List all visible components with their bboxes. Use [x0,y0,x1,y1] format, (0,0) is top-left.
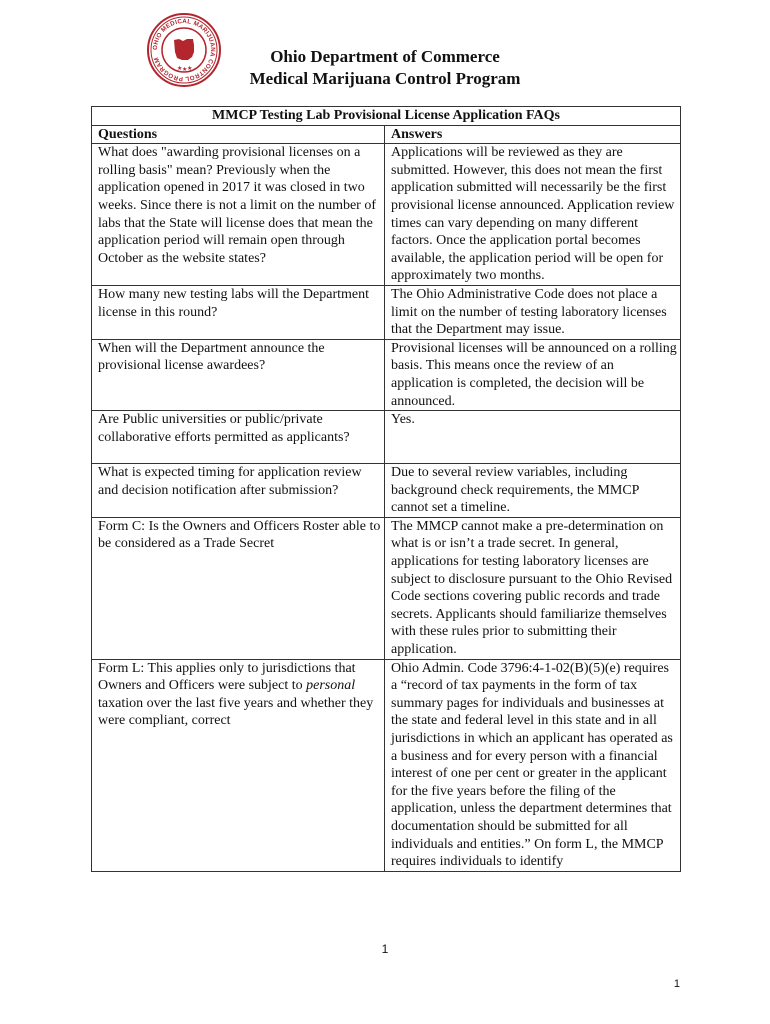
header-line-1: Ohio Department of Commerce [270,47,500,66]
faq-row [92,464,681,518]
question-cell: Form C: Is the Owners and Officers Roster able to be considered as a Trade Secret [92,517,385,659]
faq-table [91,106,681,872]
answer-cell: Yes. [385,411,681,464]
answer-cell: The Ohio Administrative Code does not place a limit on the number of testing laboratory licenses that the Department may issue. [385,285,681,339]
answer-cell: The MMCP cannot make a pre-determination on what is or isn’t a trade secret. In general, applications for testing laboratory licenses are subject to disclosure pursuant to the Ohio Revised Code sections covering public records and trade secrets. Applicants should familiarize themselves with these rules prior to submitting their application. [385,517,681,659]
faq-title-row [92,107,681,126]
faq-row [92,144,681,286]
faq-column-header-row [92,125,681,144]
question-cell: When will the Department announce the provisional license awardees? [92,339,385,410]
questions-column-header: Questions [92,125,385,144]
question-cell: What is expected timing for application review and decision notification after submission? [92,464,385,518]
faq-table-title: MMCP Testing Lab Provisional License Application FAQs [92,107,681,126]
answers-column-header: Answers [385,125,681,144]
page-number-corner: 1 [673,978,680,990]
header-line-2: Medical Marijuana Control Program [249,69,521,88]
faq-row [92,339,681,410]
faq-row [92,659,681,871]
question-emphasis: personal [306,678,356,694]
answer-cell: Applications will be reviewed as they are submitted. However, this does not mean the first application submitted will necessarily be the first provisional license announced. Application review times can vary depending on many different factors. Once the application portal becomes available, the application period will be open for approximately two months. [385,144,681,286]
question-cell: What does "awarding provisional licenses on a rolling basis" mean? Previously when the application opened in 2017 it was closed in two weeks. Since there is not a limit on the number of labs that the State will license does that mean the application period will remain open through October as the website states? [92,144,385,286]
question-cell: How many new testing labs will the Department license in this round? [92,285,385,339]
svg-text:★: ★ [187,66,193,72]
faq-row [92,411,681,464]
seal-ring-text: OHIO MEDICAL MARIJUANA CONTROL PROGRAM [151,17,217,83]
question-cell [92,659,385,871]
question-text: Form L: This applies only to jurisdictions that Owners and Officers were subject to [98,660,356,694]
question-cell: Are Public universities or public/private collaborative efforts permitted as applicants? [92,411,385,464]
document-header [0,46,770,90]
faq-row [92,517,681,659]
answer-cell: Ohio Admin. Code 3796:4-1-02(B)(5)(e) requires a “record of tax payments in the form of tax summary pages for individuals and businesses at the state and federal level in this state and in all jurisdictions in which an applicant has operated as a business and for every person with a financial interest of one per cent or greater in the applicant for the five years before the filing of the application, unless the department determines that documentation should be submitted for all individuals and entities.” On form L, the MMCP requires individuals to identify [385,659,681,871]
question-text: taxation over the last five years and whether they were compliant, correct [98,695,374,729]
faq-row [92,285,681,339]
svg-text:★: ★ [177,66,183,72]
answer-cell: Provisional licenses will be announced on a rolling basis. This means once the review of an application is completed, the decision will be announced. [385,339,681,410]
svg-text:★: ★ [182,67,188,73]
answer-cell: Due to several review variables, including background check requirements, the MMCP cannot set a timeline. [385,464,681,518]
page-number: 1 [381,942,389,956]
